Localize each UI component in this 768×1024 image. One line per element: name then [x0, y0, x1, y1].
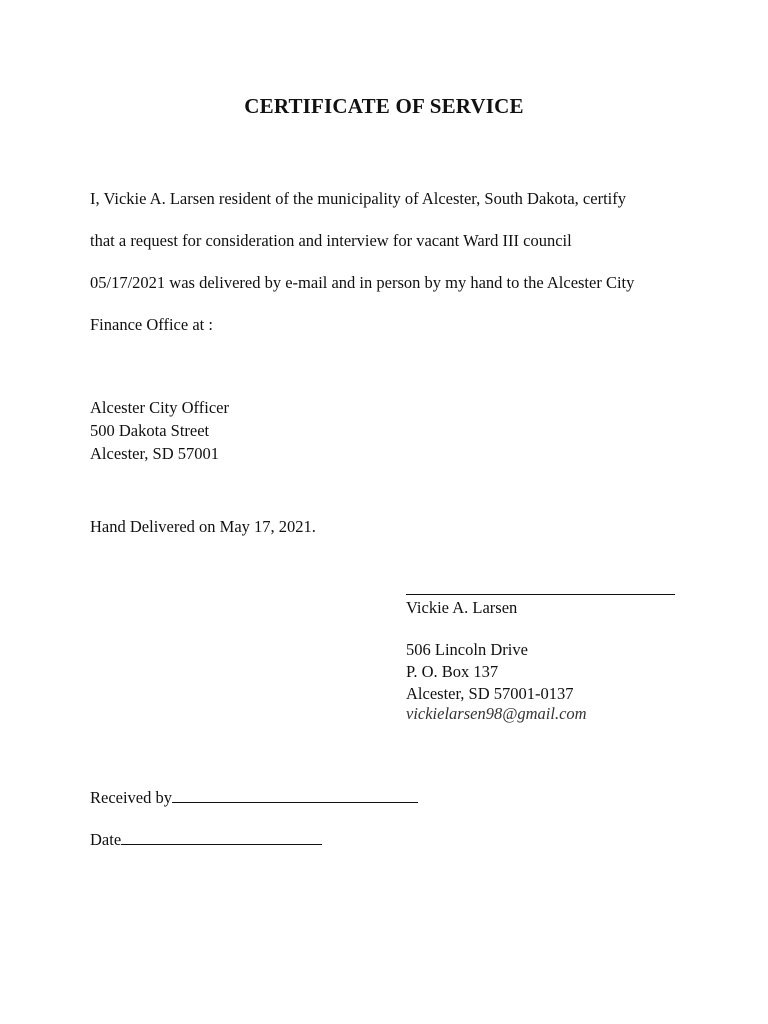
date-field	[90, 829, 322, 850]
date-blank	[121, 829, 322, 845]
body-line-4: Finance Office at :	[90, 315, 213, 334]
body-line-2: that a request for consideration and interview for vacant Ward III council	[90, 231, 572, 250]
received-by-blank	[172, 787, 418, 803]
signer-name: Vickie A. Larsen	[406, 598, 518, 617]
received-by-field	[90, 787, 418, 808]
body-line-1: I, Vickie A. Larsen resident of the municipality of Alcester, South Dakota, certify	[90, 189, 626, 208]
recipient-address-line-1: Alcester City Officer	[90, 398, 229, 417]
received-by-label: Received by	[90, 788, 173, 807]
signer-email: vickielarsen98@gmail.com	[406, 704, 587, 723]
delivery-note: Hand Delivered on May 17, 2021.	[90, 517, 316, 536]
body-line-3: 05/17/2021 was delivered by e-mail and in person by my hand to the Alcester City	[90, 273, 635, 292]
date-label: Date	[90, 830, 122, 849]
signer-address-line-2: P. O. Box 137	[406, 662, 499, 681]
signature-line	[406, 594, 675, 595]
recipient-address-line-3: Alcester, SD 57001	[90, 444, 220, 463]
document-title: CERTIFICATE OF SERVICE	[244, 94, 524, 118]
signer-address-line-1: 506 Lincoln Drive	[406, 640, 528, 659]
recipient-address-line-2: 500 Dakota Street	[90, 421, 210, 440]
signer-address-line-3: Alcester, SD 57001-0137	[406, 684, 574, 703]
